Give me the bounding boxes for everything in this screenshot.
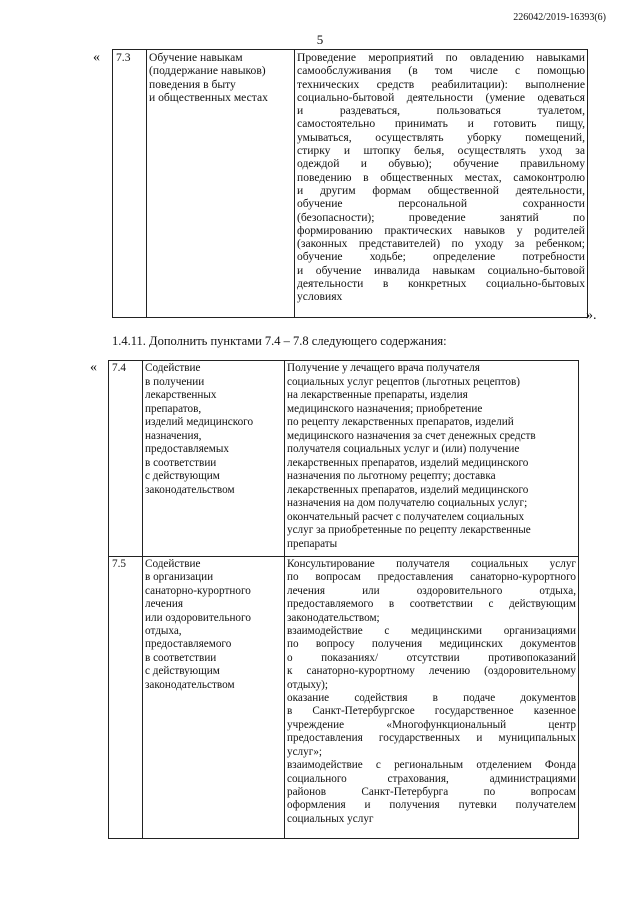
text-line: лечения или оздоровительного отдыха, <box>287 584 576 597</box>
text-line: формированию практических навыков у родителей <box>297 223 585 237</box>
text-line: в получении <box>145 375 205 388</box>
text-line: назначения на дом получателю социальных услуг; <box>287 497 528 509</box>
text-line: и обучение инвалида навыкам социально-бытовой <box>297 263 585 277</box>
text-line: лечения <box>145 598 183 611</box>
text-line: социального страхования, администрациями <box>287 772 576 785</box>
text-line: условиях <box>297 290 343 304</box>
open-quote: « <box>90 360 97 375</box>
amendment-paragraph: 1.4.11. Дополнить пунктами 7.4 – 7.8 следующего содержания: <box>112 334 447 348</box>
item-description <box>285 361 579 557</box>
text-line: лекарственных <box>145 389 217 401</box>
text-line: по вопросу получения медицинских документов <box>287 638 576 651</box>
text-line: предоставляемых <box>145 443 229 455</box>
text-line: Обучение навыкам <box>149 51 243 64</box>
text-line: с действующим <box>145 665 220 678</box>
item-description <box>285 557 579 839</box>
table-row <box>113 50 588 318</box>
text-line: Проведение мероприятий по овладению навыками <box>297 51 585 64</box>
item-title <box>143 557 285 839</box>
table-row <box>109 557 579 839</box>
text-line: обучение ходьбе; определение потребности <box>297 250 585 264</box>
text-line: изделий медицинского <box>145 416 254 428</box>
text-line: к санаторно-курортному лечению (оздоровительному <box>287 665 576 678</box>
text-line: медицинского назначения за счет денежных средств <box>287 429 536 442</box>
text-line: Консультирование получателя социальных услуг <box>287 558 576 570</box>
table-section-7-5 <box>108 556 579 839</box>
text-line: социально-бытовой деятельности (умение одеваться <box>297 90 585 104</box>
text-line: предоставления государственных и муниципальных <box>287 732 576 745</box>
text-line: самостоятельно принимать и готовить пищу, <box>297 117 585 131</box>
item-description <box>295 50 588 318</box>
text-line: поведения в быту <box>149 77 236 91</box>
item-title <box>143 361 285 557</box>
text-line: Содействие <box>145 558 201 570</box>
text-line: районов Санкт-Петербурга по вопросам <box>287 785 576 798</box>
text-line: препаратов, <box>145 402 202 415</box>
text-line: взаимодействие с медицинскими организациями <box>287 625 576 638</box>
text-line: и раздеваться, пользоваться туалетом, <box>297 104 585 118</box>
text-line: самообслуживания (в том числе с помощью <box>297 64 585 78</box>
text-line: получателя социальных услуг и (или) получение <box>287 443 520 455</box>
text-line: препараты <box>287 537 338 550</box>
text-line: учреждение «Многофункциональный центр <box>287 718 576 731</box>
text-line: обучение персональной сохранности <box>297 197 585 211</box>
text-line: оформления и получения путевки получателем <box>287 799 576 812</box>
text-line: (поддержание навыков) <box>149 64 266 78</box>
text-line: социальных услуг рецептов (льготных рецептов) <box>287 375 521 388</box>
text-line: одеждой и обувью); обучение правильному <box>297 157 585 171</box>
item-title <box>147 50 295 318</box>
text-line: услуг»; <box>287 745 323 758</box>
document-id: 226042/2019-16393(6) <box>513 12 606 23</box>
item-number: 7.3 <box>113 50 147 318</box>
text-line: стирку и штопку белья, осуществлять уход за <box>297 144 585 158</box>
text-line: в Санкт-Петербургское государственное казенное <box>287 705 576 718</box>
text-line: взаимодействие с региональным отделением Фонда <box>287 759 576 772</box>
text-line: по вопросам предоставления санаторно-курортного <box>287 571 576 584</box>
text-line: в соответствии <box>145 651 217 664</box>
text-line: предоставляемого <box>145 638 232 651</box>
text-line: отдыха, <box>145 625 182 638</box>
text-line: санаторно-курортного <box>145 584 251 597</box>
text-line: социальных услуг <box>287 812 374 825</box>
text-line: законодательством; <box>287 611 380 624</box>
text-line: или оздоровительного <box>145 611 251 624</box>
text-line: (законных представителей) по уходу за ребенком; <box>297 237 585 251</box>
text-line: и другим формам общественной деятельности, <box>297 183 585 197</box>
table-row <box>109 361 579 557</box>
text-line: на лекарственные препараты, изделия <box>287 389 468 401</box>
text-line: по рецепту лекарственных препаратов, изделий <box>287 416 514 428</box>
text-line: медицинского назначения; приобретение <box>287 402 483 415</box>
close-quote: ». <box>586 308 597 323</box>
text-line: законодательством <box>145 483 235 496</box>
text-line: отдыху); <box>287 678 328 691</box>
page-number: 5 <box>316 32 324 47</box>
text-line: в соответствии <box>145 456 217 469</box>
item-number: 7.4 <box>109 361 143 557</box>
table-section-7-4 <box>108 360 579 557</box>
text-line: законодательством <box>145 678 235 691</box>
text-line: технических средств реабилитации): выполнение <box>297 77 585 91</box>
text-line: услуг за приобретенные по рецепту лекарственные <box>287 524 531 536</box>
text-line: Получение у лечащего врача получателя <box>287 362 480 374</box>
text-line: предоставляемого в соответствии с действующим <box>287 598 576 611</box>
text-line: и общественных местах <box>149 90 268 104</box>
text-line: лекарственных препаратов, изделий медицинского <box>287 483 529 496</box>
text-line: лекарственных препаратов, изделий медицинского <box>287 456 529 469</box>
text-line: умываться, осуществлять уборку помещений, <box>297 130 585 144</box>
text-line: назначения, <box>145 429 202 442</box>
text-line: (безопасности); проведение занятий по <box>297 210 585 224</box>
text-line: деятельности в конкретных социально-бытовых <box>297 277 585 291</box>
text-line: окончательный расчет с получателем социальных <box>287 510 525 523</box>
item-number: 7.5 <box>109 557 143 839</box>
text-line: поведению в общественных местах, самоконтролю <box>297 170 585 184</box>
text-line: назначения по льготному рецепту; доставка <box>287 470 496 482</box>
text-line: оказание содействия в подаче документов <box>287 692 576 705</box>
text-line: с действующим <box>145 470 220 482</box>
text-line: в организации <box>145 571 214 584</box>
open-quote: « <box>93 50 100 65</box>
table-section-7-3 <box>112 49 588 318</box>
text-line: о показаниях/ отсутствии противопоказаний <box>287 651 576 664</box>
text-line: Содействие <box>145 362 201 374</box>
